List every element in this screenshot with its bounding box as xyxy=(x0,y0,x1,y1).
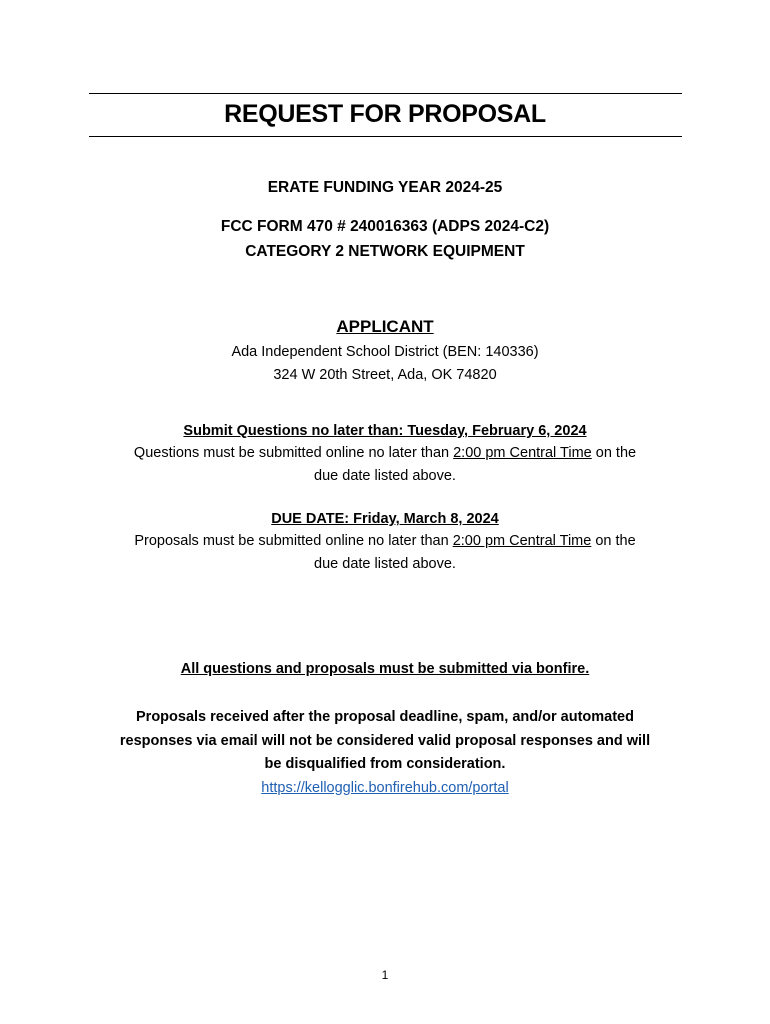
applicant-name: Ada Independent School District (BEN: 140336) xyxy=(231,344,539,360)
late-notice-line1: Proposals received after the proposal deadline, spam, and/or automated xyxy=(136,709,634,725)
due-date: DUE DATE: Friday, March 8, 2024 xyxy=(271,511,499,527)
late-notice-line3: be disqualified from consideration. xyxy=(264,756,506,772)
form-number: FCC FORM 470 # 240016363 (ADPS 2024-C2) xyxy=(220,218,550,235)
questions-time: 2:00 pm Central Time xyxy=(453,445,592,461)
portal-link-row xyxy=(60,777,710,799)
applicant-heading: APPLICANT xyxy=(336,317,434,336)
top-rule xyxy=(89,93,682,94)
title-bottom-rule xyxy=(89,136,682,137)
submission-notice: All questions and proposals must be submitted via bonfire. xyxy=(180,661,590,677)
funding-year: ERATE FUNDING YEAR 2024-25 xyxy=(267,179,503,196)
questions-instruction: Questions must be submitted online no later than 2:00 pm Central Time on the xyxy=(133,445,637,461)
applicant-address: 324 W 20th Street, Ada, OK 74820 xyxy=(273,367,497,383)
portal-link[interactable]: https://kellogglic.bonfirehub.com/portal xyxy=(261,780,509,796)
questions-instruction-cont: due date listed above. xyxy=(314,468,456,484)
category: CATEGORY 2 NETWORK EQUIPMENT xyxy=(245,243,525,260)
due-time: 2:00 pm Central Time xyxy=(452,533,592,549)
questions-deadline: Submit Questions no later than: Tuesday, February 6, 2024 xyxy=(183,423,587,439)
page-number: 1 xyxy=(381,968,389,982)
page-title: REQUEST FOR PROPOSAL xyxy=(224,100,546,128)
due-instruction: Proposals must be submitted online no later than 2:00 pm Central Time on the xyxy=(134,533,636,549)
late-notice-line2: responses via email will not be considered valid proposal responses and will xyxy=(119,733,651,749)
due-instruction-cont: due date listed above. xyxy=(314,556,456,572)
